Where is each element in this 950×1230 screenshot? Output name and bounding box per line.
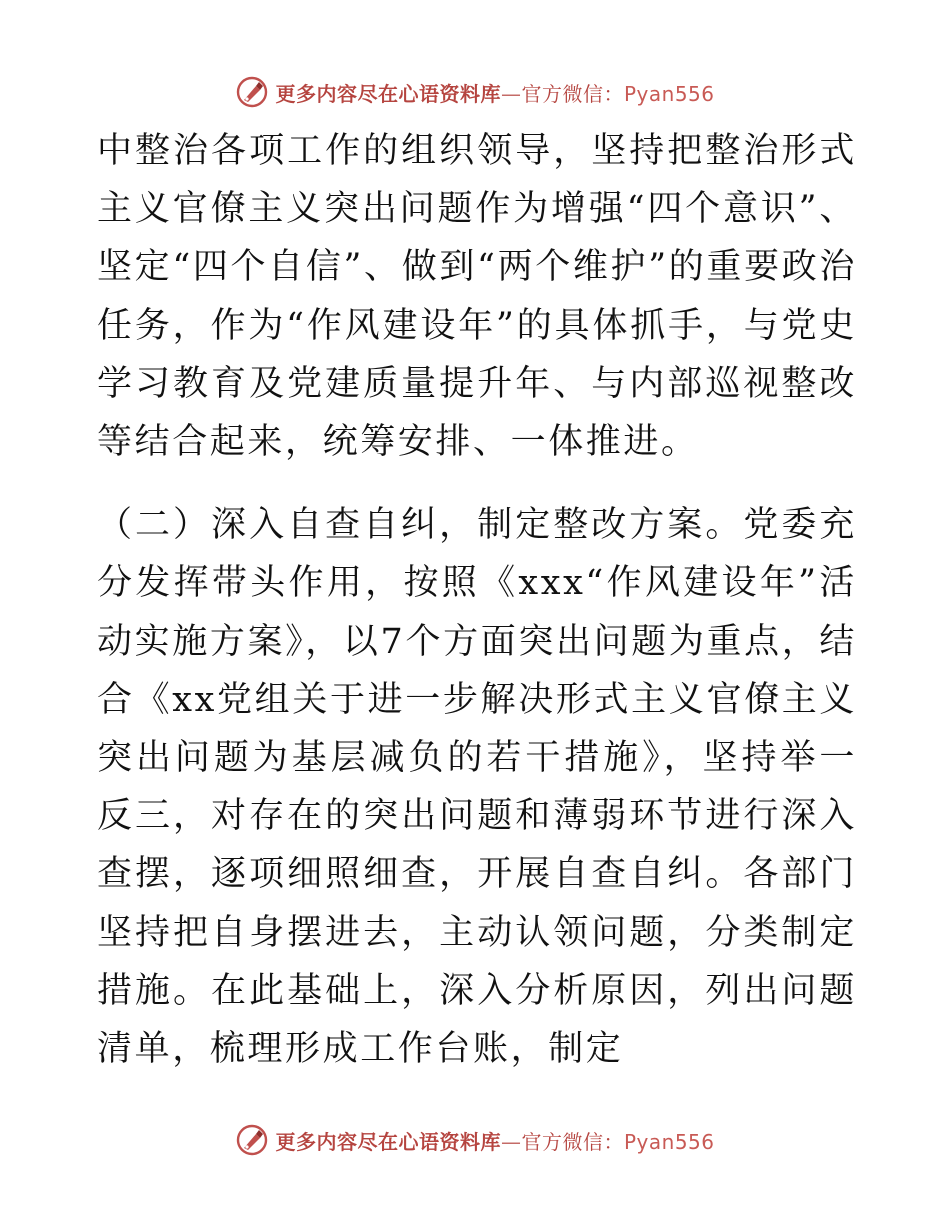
pen-nib-logo-icon (235, 1123, 269, 1157)
watermark-main-text: 更多内容尽在心语资料库 (275, 1129, 501, 1154)
watermark-dash: — (500, 81, 522, 106)
watermark-wechat-id: Pyan556 (623, 1129, 715, 1154)
watermark-main-text: 更多内容尽在心语资料库 (275, 81, 501, 106)
watermark-text (275, 78, 714, 107)
paragraph-1: 中整治各项工作的组织领导，坚持把整治形式主义官僚主义突出问题作为增强“四个意识”、坚定“四个自信”、做到“两个维护”的重要政治任务，作为“作风建设年”的具体抓手，与党史学习教育及党建质量提升年、与内部巡视整改等结合起来，统筹安排、一体推进。 (97, 131, 857, 463)
watermark-wechat-label: 官方微信： (521, 81, 624, 106)
document-body (97, 122, 857, 1078)
pen-nib-logo-icon (235, 75, 269, 109)
watermark-wechat-label: 官方微信： (521, 1129, 624, 1154)
paragraph-2: （二）深入自查自纠，制定整改方案。党委充分发挥带头作用，按照《xxx“作风建设年”活动实施方案》，以7个方面突出问题为重点，结合《xx党组关于进一步解决形式主义官僚主义突出问题为基层减负的若干措施》，坚持举一反三，对存在的突出问题和薄弱环节进行深入查摆，逐项细照细查，开展自查自纠。各部门坚持把自身摆进去，主动认领问题，分类制定措施。在此基础上，深入分析原因，列出问题清单，梳理形成工作台账，制定 (97, 505, 857, 1070)
header-watermark (0, 72, 950, 112)
watermark-wechat-id: Pyan556 (623, 81, 715, 106)
watermark-dash: — (500, 1129, 522, 1154)
footer-watermark (0, 1120, 950, 1160)
watermark-text (275, 1126, 714, 1155)
